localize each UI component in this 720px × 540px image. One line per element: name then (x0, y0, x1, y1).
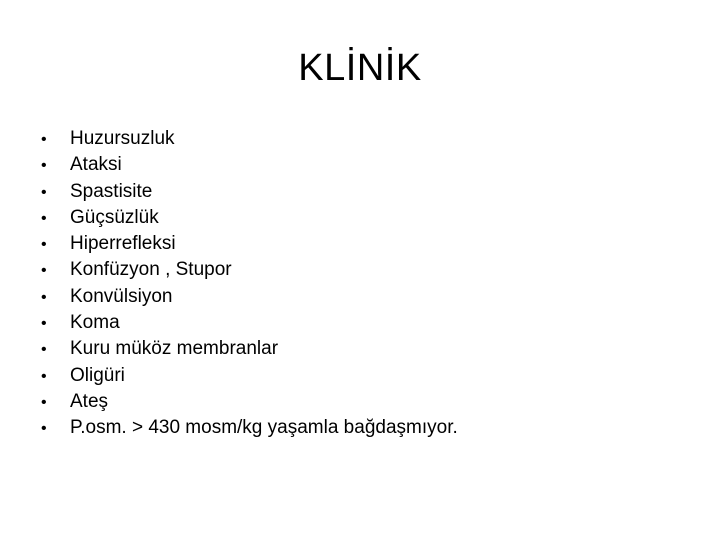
list-item-text: Kuru müköz membranlar (70, 338, 279, 360)
bullet-icon: • (41, 315, 47, 333)
list-item-text: Spastisite (70, 180, 153, 202)
bullet-icon: • (41, 209, 47, 227)
list-item (36, 336, 696, 362)
list-item-text: Ateş (70, 390, 109, 412)
list-item (36, 363, 696, 389)
list-item-text: Konvülsiyon (70, 285, 173, 307)
bullet-icon: • (41, 183, 47, 201)
list-item (36, 310, 696, 336)
list-item (36, 231, 696, 257)
bullet-icon: • (41, 393, 47, 411)
slide-title: KLİNİK (298, 47, 422, 89)
list-item (36, 205, 696, 231)
list-item (36, 126, 696, 152)
bullet-icon: • (41, 367, 47, 385)
list-item-text: Ataksi (70, 154, 122, 176)
list-item (36, 284, 696, 310)
bullet-icon: • (41, 262, 47, 280)
list-item-text: Huzursuzluk (70, 128, 175, 149)
list-item-text: Güçsüzlük (70, 206, 159, 228)
bullet-icon: • (41, 420, 47, 438)
list-item-text: P.osm. > 430 mosm/kg yaşamla bağdaşmıyor. (70, 417, 458, 439)
list-item-text: Konfüzyon , Stupor (70, 259, 232, 281)
list-item-text: Hiperrefleksi (70, 233, 176, 255)
list-item (36, 152, 696, 178)
bullet-icon: • (41, 236, 47, 254)
list-item-text: Koma (70, 312, 120, 334)
bullet-icon: • (41, 131, 47, 148)
bullet-icon: • (41, 341, 47, 359)
bullet-list (36, 126, 696, 442)
bullet-icon: • (41, 157, 47, 175)
list-item (36, 179, 696, 205)
list-item (36, 257, 696, 283)
bullet-icon: • (41, 288, 47, 306)
list-item-text: Oligüri (70, 364, 125, 386)
list-item (36, 415, 696, 441)
list-item (36, 389, 696, 415)
